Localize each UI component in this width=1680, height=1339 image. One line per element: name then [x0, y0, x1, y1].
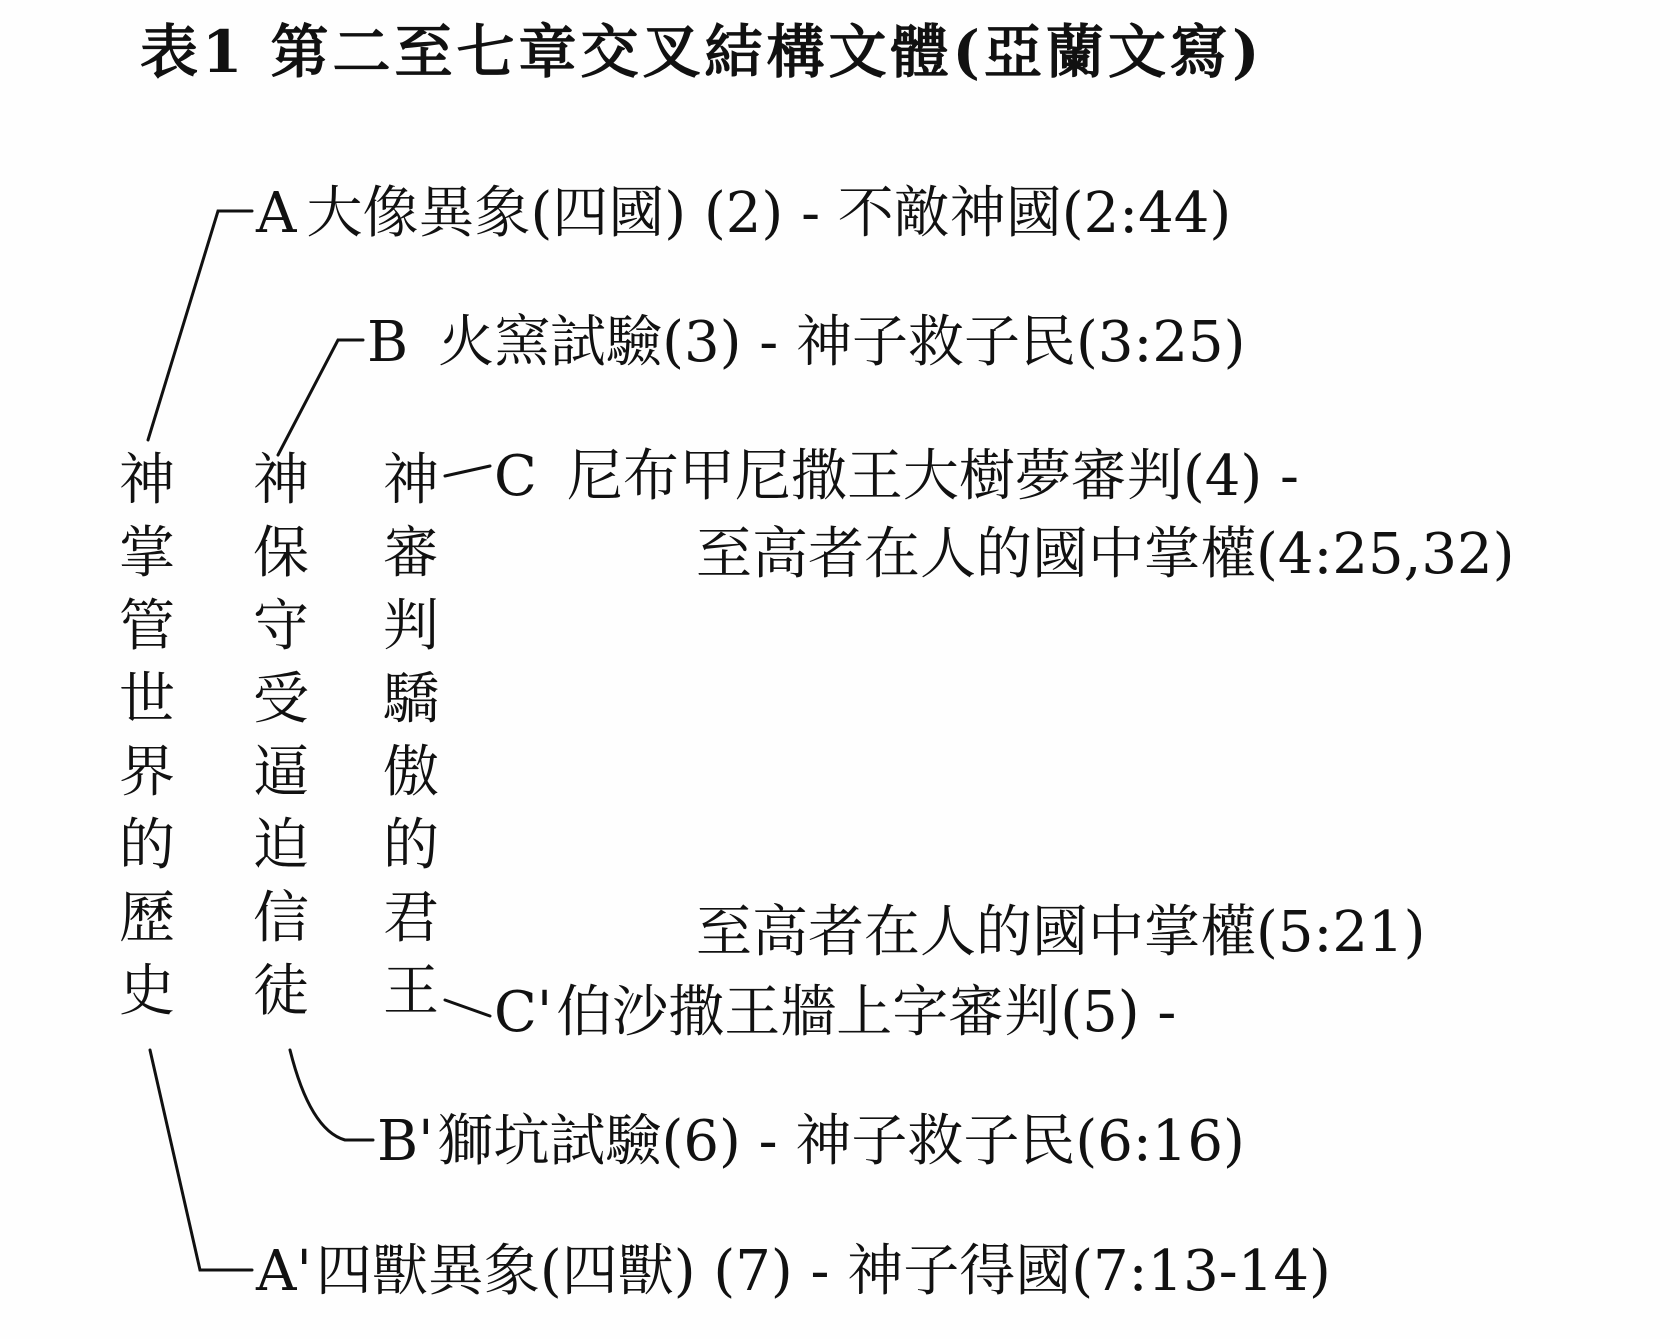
item-c-prime-label: C' [494, 980, 553, 1045]
column-char: 逼 [253, 740, 309, 805]
connector-c [445, 466, 490, 476]
item-b-prime-text: 獅坑試驗(6) - 神子救子民(6:16) [437, 1109, 1245, 1174]
table-title: 表1 第二至七章交叉結構文體(亞蘭文寫) [140, 18, 1264, 86]
column-char: 界 [119, 740, 175, 805]
column-char: 世 [119, 667, 175, 732]
item-c [494, 444, 1299, 509]
item-b-prime-label: B' [377, 1109, 434, 1174]
connector-b [278, 340, 363, 455]
column-char: 史 [119, 959, 175, 1024]
column-char: 審 [383, 521, 439, 586]
item-c-text: 尼布甲尼撒王大樹夢審判(4) - [566, 444, 1299, 509]
item-a-prime [256, 1239, 1331, 1304]
column-char: 保 [253, 521, 309, 586]
column-char: 驕 [383, 667, 439, 732]
item-a-text: 大像異象(四國) (2) - 不敵神國(2:44) [306, 181, 1232, 246]
item-c-prime-text: 伯沙撒王牆上字審判(5) - [556, 980, 1177, 1045]
item-b-text: 火窯試驗(3) - 神子救子民(3:25) [438, 310, 1246, 375]
item-c-label: C [494, 444, 537, 509]
column-char: 受 [253, 667, 309, 732]
connector-b-prime [290, 1050, 373, 1140]
column-char: 王 [383, 959, 439, 1024]
item-a-prime-label: A' [256, 1239, 312, 1304]
vertical-column-protection [246, 444, 316, 1028]
column-char: 傲 [383, 740, 439, 805]
column-char: 管 [119, 594, 175, 659]
vertical-column-judgement [376, 444, 446, 1028]
column-char: 迫 [253, 813, 309, 878]
column-char: 神 [119, 448, 175, 513]
column-char: 歷 [119, 886, 175, 951]
column-char: 守 [253, 594, 309, 659]
column-char: 判 [383, 594, 439, 659]
item-c-prime [494, 980, 1177, 1045]
item-a-label: A [256, 181, 297, 246]
connector-c-prime [445, 1000, 490, 1016]
column-char: 神 [383, 448, 439, 513]
item-b [367, 310, 1246, 375]
column-char: 的 [119, 813, 175, 878]
column-char: 的 [383, 813, 439, 878]
item-b-label: B [367, 310, 409, 375]
column-char: 神 [253, 448, 309, 513]
connector-a-prime [150, 1050, 252, 1270]
column-char: 徒 [253, 959, 309, 1024]
column-char: 掌 [119, 521, 175, 586]
item-a [256, 181, 1232, 246]
vertical-column-history [112, 444, 182, 1028]
item-c-prime-preline: 至高者在人的國中掌權(5:21) [696, 900, 1426, 965]
column-char: 君 [383, 886, 439, 951]
connector-a [148, 211, 252, 440]
item-a-prime-text: 四獸異象(四獸) (7) - 神子得國(7:13-14) [315, 1239, 1331, 1304]
item-c-continuation: 至高者在人的國中掌權(4:25,32) [696, 522, 1515, 587]
column-char: 信 [253, 886, 309, 951]
item-b-prime [377, 1109, 1245, 1174]
